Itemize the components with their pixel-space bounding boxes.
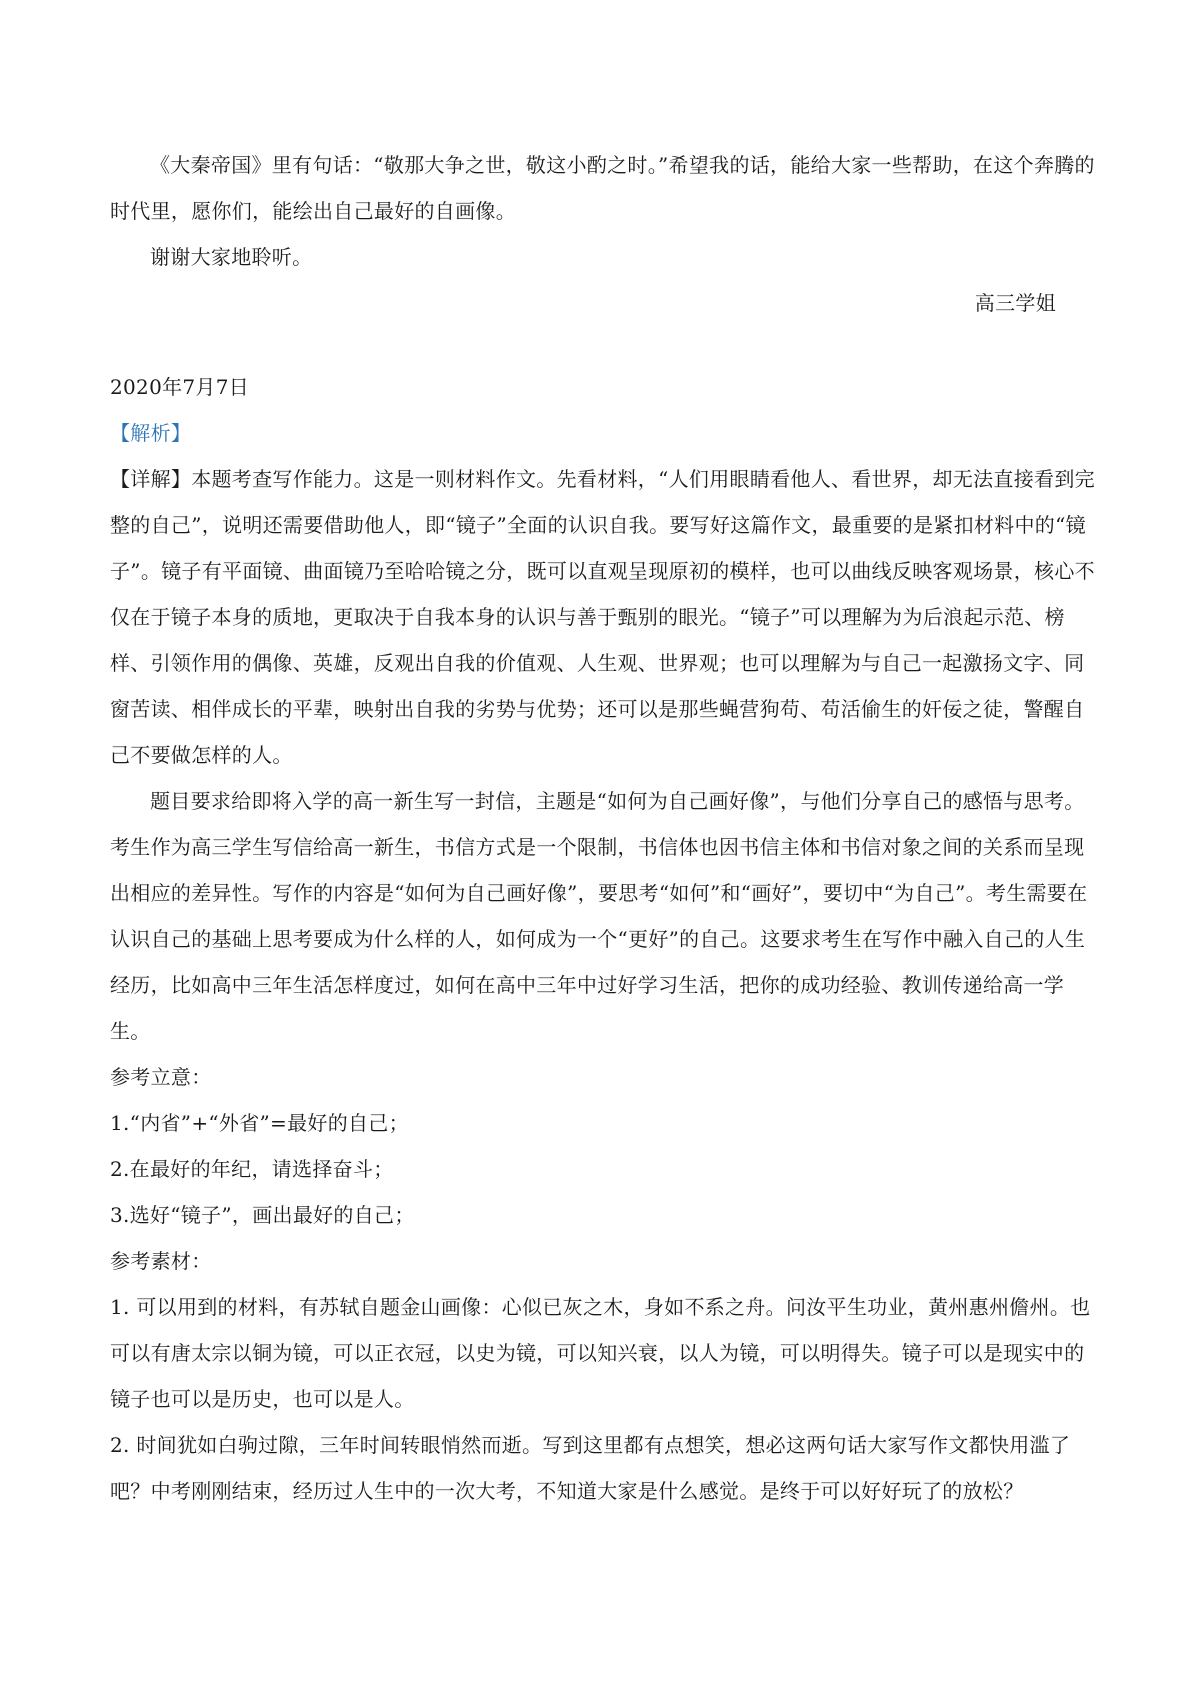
- idea-item: 3.选好“镜子”，画出最好的自己；: [110, 1203, 415, 1227]
- analysis-requirement: 题目要求给即将入学的高一新生写一封信，主题是“如何为自己画好像”，与他们分享自己的感悟与思考。考生作为高三学生写信给高一新生，书信方式是一个限制，书信体也因书信主体和书信对象之间的关系而呈现出相应的差异性。写作的内容是“如何为自己画好像”，要思考“如何”和“画好”，要切中“为自己”。考生需要在认识自己的基础上思考要成为什么样的人，如何成为一个“更好”的自己。这要求考生在写作中融入自己的人生经历，比如高中三年生活怎样度过，如何在高中三年中过好学习生活，把你的成功经验、教训传递给高一学生。: [110, 789, 1088, 1043]
- signature: 高三学姐: [974, 291, 1056, 315]
- materials-heading: 参考素材：: [110, 1249, 212, 1273]
- analysis-detail: 【详解】本题考查写作能力。这是一则材料作文。先看材料，“人们用眼睛看他人、看世界，却无法直接看到完整的自己”，说明还需要借助他人，即“镜子”全面的认识自我。要写好这篇作文，最重要的是紧扣材料中的“镜子”。镜子有平面镜、曲面镜乃至哈哈镜之分，既可以直观呈现原初的模样，也可以曲线反映客观场景，核心不仅在于镜子本身的质地，更取决于自我本身的认识与善于甄别的眼光。“镜子”可以理解为为后浪起示范、榜样、引领作用的偶像、英雄，反观出自我的价值观、人生观、世界观；也可以理解为与自己一起激扬文字、同窗苦读、相伴成长的平辈，映射出自我的劣势与优势；还可以是那些蝇营狗苟、苟活偷生的奸佞之徒，警醒自己不要做怎样的人。: [110, 467, 1095, 767]
- document-page: [110, 142, 1100, 1514]
- material-item: 1. 可以用到的材料，有苏轼自题金山画像：心似已灰之木，身如不系之舟。问汝平生功业，黄州惠州儋州。也可以有唐太宗以铜为镜，可以正衣冠，以史为镜，可以知兴衰，以人为镜，可以明得失。镜子可以是现实中的镜子也可以是历史，也可以是人。: [110, 1295, 1091, 1411]
- quote-paragraph: 《大秦帝国》里有句话：“敬那大争之世，敬这小酌之时。”希望我的话，能给大家一些帮助，在这个奔腾的时代里，愿你们，能绘出自己最好的自画像。: [110, 153, 1095, 223]
- thanks-line: 谢谢大家地聆听。: [150, 245, 313, 269]
- letter-date: 2020年7月7日: [110, 375, 250, 399]
- idea-item: 1.“内省”+“外省”=最好的自己；: [110, 1111, 409, 1135]
- material-item: 2. 时间犹如白驹过隙，三年时间转眼悄然而逝。写到这里都有点想笑，想必这两句话大家写作文都快用滥了吧？中考刚刚结束，经历过人生中的一次大考，不知道大家是什么感觉。是终于可以好好玩了的放松？: [110, 1433, 1071, 1503]
- ideas-heading: 参考立意：: [110, 1065, 212, 1089]
- idea-item: 2.在最好的年纪，请选择奋斗；: [110, 1157, 394, 1181]
- analysis-label: 【解析】: [110, 421, 192, 445]
